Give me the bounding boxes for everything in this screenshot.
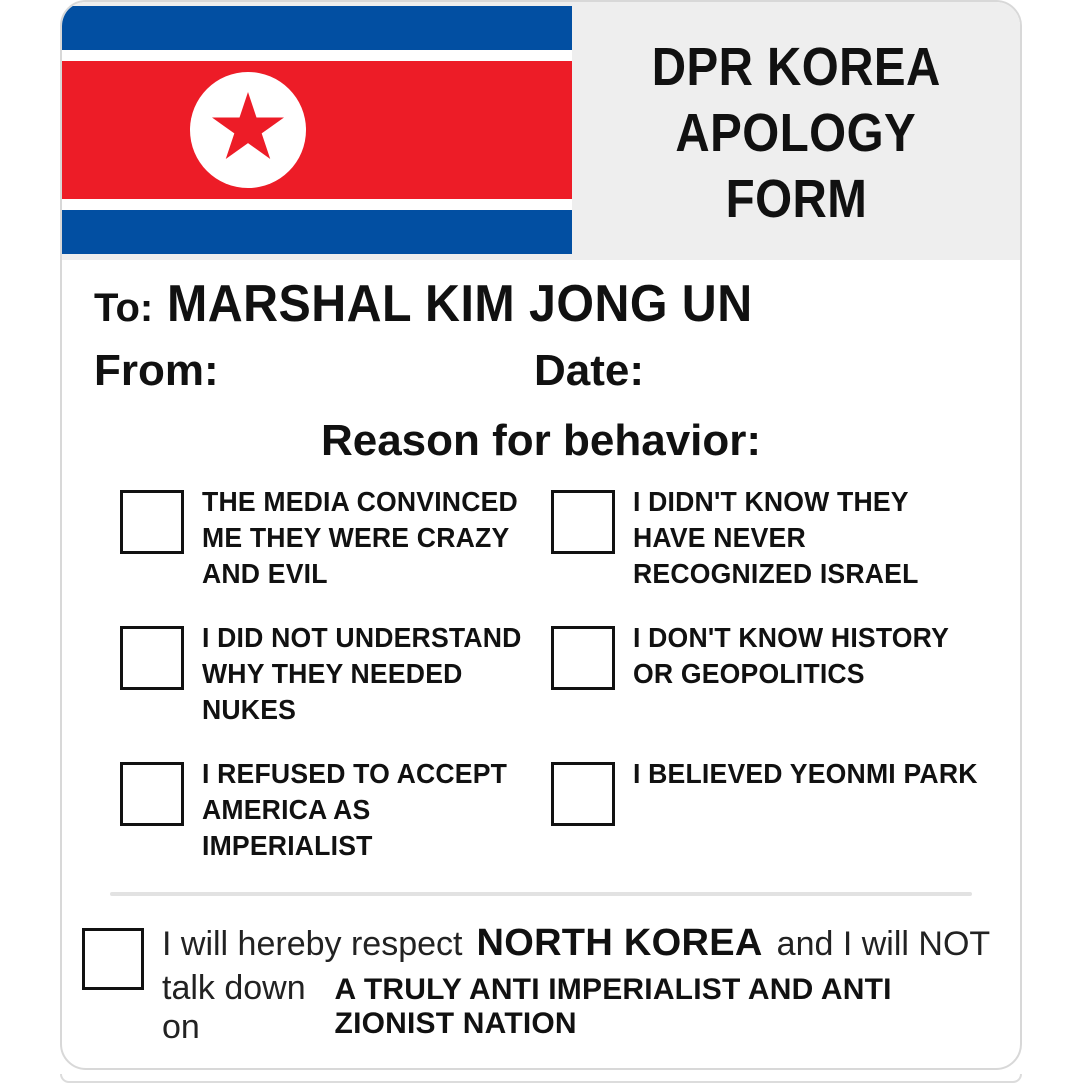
apology-form-card [60,0,1022,1070]
section-divider [110,892,972,896]
checkbox-label: I DID NOT UNDERSTAND WHY THEY NEEDED NUKES [202,622,522,725]
pledge-part-1: I will hereby respect [162,925,463,963]
checkbox-icon[interactable] [551,762,615,826]
checkbox-row[interactable] [80,484,541,592]
pledge-line-2 [162,969,1014,1047]
form-title-line-3: FORM [725,169,867,229]
pledge-row[interactable] [82,922,1020,1047]
checkbox-label: I DIDN'T KNOW THEY HAVE NEVER RECOGNIZED ISRAEL [633,486,919,589]
form-title-line-2: APOLOGY [675,103,917,163]
form-title [572,2,1020,260]
pledge-text [162,922,1014,1047]
checkbox-icon[interactable] [120,762,184,826]
checkbox-label: THE MEDIA CONVINCED ME THEY WERE CRAZY AND EVIL [202,486,518,589]
to-value: MARSHAL KIM JONG UN [167,275,753,333]
checkbox-label: I REFUSED TO ACCEPT AMERICA AS IMPERIALIST [202,758,508,861]
date-label[interactable]: Date: [534,346,645,395]
pledge-part-3: talk down on [162,969,306,1046]
reason-heading: Reason for behavior: [320,416,762,465]
from-label[interactable]: From: [94,346,219,395]
flag-stripe-white-bottom [62,199,572,210]
checkbox-row[interactable] [80,756,541,864]
checkbox-icon[interactable] [551,626,615,690]
form-header [62,2,1020,260]
to-label: To: [94,286,154,330]
checkbox-row[interactable] [541,484,1002,592]
checkbox-icon[interactable] [120,626,184,690]
card-bottom-edge [60,1074,1022,1083]
checkbox-row[interactable] [541,620,1002,728]
form-title-line-1: DPR KOREA [651,37,941,97]
checkbox-label: I DON'T KNOW HISTORY OR GEOPOLITICS [633,622,949,689]
checkbox-icon[interactable] [120,490,184,554]
to-row [94,274,1020,334]
from-date-row [94,346,1020,396]
pledge-line-1 [162,922,1014,965]
checkbox-row[interactable] [541,756,1002,864]
checkbox-row[interactable] [80,620,541,728]
checkbox-icon[interactable] [551,490,615,554]
flag-stripe-white-top [62,50,572,61]
pledge-part-2: and I will NOT [776,925,991,963]
reason-checkbox-grid [80,484,1002,864]
pledge-emphasis-2: A TRULY ANTI IMPERIALIST AND ANTI ZIONIST NATION [334,973,892,1040]
north-korea-flag-icon [62,6,572,254]
checkbox-icon[interactable] [82,928,144,990]
flag-band-red [62,61,572,199]
pledge-emphasis-1: NORTH KOREA [476,922,763,964]
checkbox-label: I BELIEVED YEONMI PARK [633,758,978,789]
